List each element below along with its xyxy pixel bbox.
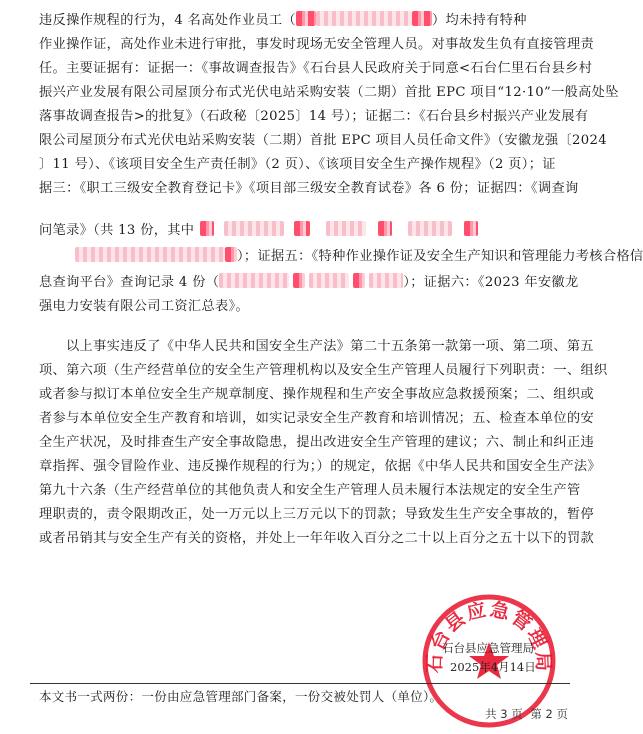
footer-divider: [30, 683, 570, 684]
body-line: 〕11 号）、《该项目安全生产责任制》（2 页）、《该项目安全生产操作规程》（2 页）；证: [39, 157, 556, 172]
redaction-mark: [225, 247, 237, 262]
body-line: 振兴产业发展有限公司屋顶分布式光伏电站采购安装（二期）首批 EPC 项目“12·10”一般高处坠: [39, 85, 619, 100]
body-line: 者参与本单位安全生产教育和培训，如实记录安全生产教育和培训情况；五、检查本单位的安: [39, 411, 595, 426]
body-line: 第九十六条（生产经营单位的其他负责人和安全生产管理人员未履行本法规定的安全生产管: [39, 483, 581, 498]
redaction-mark: [294, 221, 310, 236]
body-line: 全生产状况，及时排查生产安全事故隐患，提出改进安全生产管理的建议；六、制止和纠正违: [39, 435, 595, 450]
redaction-mark: [408, 221, 452, 236]
body-line: 强电力安装有限公司工资汇总表》。: [39, 299, 249, 314]
total-pages: 共 3 页: [485, 707, 523, 721]
redaction-mark: [369, 273, 403, 288]
current-page: 第 2 页: [530, 707, 568, 721]
body-line: ）；证据五：《特种作业操作证及安全生产知识和管理能力考核合格信: [39, 246, 567, 268]
body-line: 理职责的，责令限期改正，处一万元以上三万元以下的罚款；导致发生生产安全事故的，暂停: [39, 507, 595, 522]
redaction-mark: [224, 221, 284, 236]
body-line: 息查询平台》查询记录 4 份（ ）；证据六：《2023 年安徽龙: [39, 275, 579, 290]
redaction-mark: [412, 11, 432, 26]
body-line: 限公司屋顶分布式光伏电站采购安装（二期）首批 EPC 项目人员任命文件》（安徽龙强〔2024: [39, 133, 607, 148]
redaction-mark: [353, 273, 365, 288]
body-line: 作业操作证，高处作业未进行审批，事发时现场无安全管理人员。对事故发生负有直接管理责: [39, 37, 595, 52]
redaction-mark: [200, 221, 214, 236]
redaction-mark: [378, 221, 392, 236]
footer-note: 本文书一式两份：一份由应急管理部门备案，一份交被处罚人（单位）。: [39, 689, 443, 704]
page-counter: [481, 706, 568, 722]
body-line: 以上事实违反了《中华人民共和国安全生产法》第二十五条第一款第一项、第二项、第五: [66, 339, 594, 354]
body-line: 任。主要证据有：证据一：《事故调查报告》《石台县人民政府关于同意<石台仁里石台县乡村: [39, 61, 593, 76]
body-line: 据三：《职工三级安全教育登记卡》《项目部三级安全教育试卷》各 6 份；证据四：《调查询: [39, 181, 579, 196]
body-line: 或者吊销其与安全生产有关的资格，并处上一年年收入百分之二十以上百分之五十以下的罚款: [39, 531, 595, 546]
body-line: 项、第六项（生产经营单位的安全生产管理机构以及安全生产管理人员履行下列职责：一、组织: [39, 363, 608, 378]
document-date: 2025年4月14日: [450, 660, 536, 674]
body-line: 章指挥、强令冒险作业、违反操作规程的行为；）的规定，依据《中华人民共和国安全生产法》: [39, 459, 601, 474]
redaction-mark: [293, 273, 305, 288]
body-line: 违反操作规程的行为，4 名高处作业员工（ ）均未持有特种: [39, 13, 527, 28]
seal-org-name: 石台县应急管理局: [442, 641, 534, 655]
redaction-mark: [316, 11, 412, 26]
redaction-mark: [464, 221, 478, 236]
body-line: 问笔录》（共 13 份，其中: [39, 220, 567, 242]
body-line: 或者参与拟订本单位安全生产规章制度、操作规程和生产安全事故应急救援预案；二、组织或: [39, 387, 595, 402]
redaction-mark: [309, 273, 349, 288]
redaction-mark: [219, 273, 289, 288]
svg-text:石台县应急管理局: 石台县应急管理局: [423, 598, 555, 674]
redaction-mark: [296, 11, 316, 26]
redaction-mark: [75, 247, 225, 262]
redaction-mark: [326, 221, 366, 236]
body-line: 落事故调查报告>的批复》（石政秘〔2025〕14 号）；证据二：《石台县乡村振兴产业发展有: [39, 109, 589, 124]
